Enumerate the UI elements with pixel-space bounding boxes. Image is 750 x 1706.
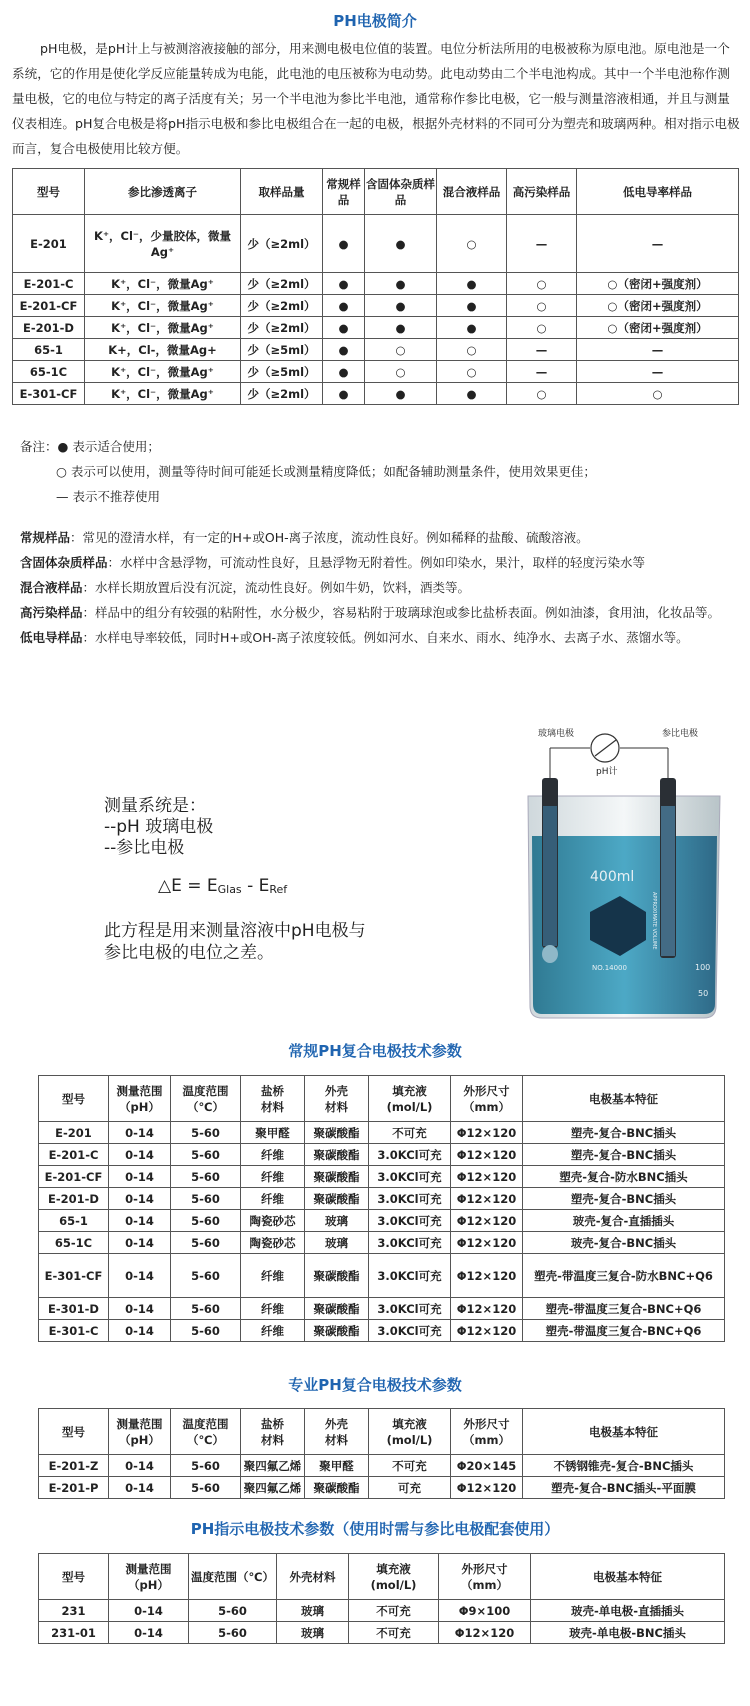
table-cell: 纤维 xyxy=(241,1298,305,1320)
table-cell: 聚甲醛 xyxy=(241,1122,305,1144)
table-header-row xyxy=(13,169,739,215)
table-cell: 5-60 xyxy=(189,1622,277,1644)
col-header: 温度范围（℃） xyxy=(189,1554,277,1600)
ref-electrode-label: 参比电极 xyxy=(662,729,699,739)
table-cell: — xyxy=(507,215,577,273)
equation xyxy=(158,876,287,896)
col-header: 电极基本特征 xyxy=(531,1554,725,1600)
table-cell: 0-14 xyxy=(109,1298,171,1320)
table-cell: 聚碳酸酯 xyxy=(305,1254,369,1298)
table-cell: 纤维 xyxy=(241,1254,305,1298)
table-cell: 不可充 xyxy=(369,1455,451,1477)
table-cell: Φ12×120 xyxy=(451,1122,523,1144)
table-cell: 聚碳酸酯 xyxy=(305,1144,369,1166)
table-cell: 0-14 xyxy=(109,1122,171,1144)
intro-paragraph: pH电极，是pH计上与被测溶液接触的部分，用来测电极电位值的装置。电位分析法所用的电极被称为原电池。原电池是一个系统，它的作用是使化学反应能量转成为电能，此电池的电压被称为电动势。此电动势由二个半电池构成。其中一个半电池称作测量电极，它的电位与特定的离子活度有关；另一个半电池为参比半电池，通常称作参比电极，它一般与测量溶液相通，并且与测量仪表相连。pH复合电极是将pH指示电极和参比电极组合在一起的电极，根据外壳材料的不同可分为塑壳和玻璃两种。相对指示电极而言，复合电极使用比较方便。 xyxy=(12,41,740,156)
category-text: ：水样电导率较低，同时H+或OH-离子浓度较低。例如河水、自来水、雨水、纯净水、去离子水、蒸馏水等。 xyxy=(82,630,689,645)
col-header: 测量范围 （pH） xyxy=(109,1554,189,1600)
table-cell: 聚甲醛 xyxy=(305,1455,369,1477)
table-row xyxy=(39,1144,725,1166)
table-cell: 玻璃 xyxy=(305,1210,369,1232)
col-header: 外形尺寸 （mm） xyxy=(451,1076,523,1122)
eq-sub: Ref xyxy=(269,883,288,896)
table-cell: 聚碳酸酯 xyxy=(305,1477,369,1499)
table-cell: ● xyxy=(437,317,507,339)
table-cell: 聚四氟乙烯 xyxy=(241,1455,305,1477)
table-cell: 纤维 xyxy=(241,1320,305,1342)
table-cell: — xyxy=(577,215,739,273)
section-title-indicator: PH指示电极技术参数（使用时需与参比电极配套使用） xyxy=(190,1520,560,1538)
system-line: --参比电极 xyxy=(104,838,185,858)
table-cell: — xyxy=(577,339,739,361)
table-cell: 玻壳-复合-BNC插头 xyxy=(523,1232,725,1254)
table-cell: 玻壳-复合-直插插头 xyxy=(523,1210,725,1232)
table-cell: 纤维 xyxy=(241,1144,305,1166)
table-cell: 3.0KCl可充 xyxy=(369,1144,451,1166)
table-row xyxy=(39,1298,725,1320)
table-row xyxy=(39,1232,725,1254)
table-cell: ● xyxy=(437,273,507,295)
table-row xyxy=(13,361,739,383)
table-row xyxy=(39,1622,725,1644)
table-cell: E-201-C xyxy=(13,273,85,295)
table-cell: ○ xyxy=(507,383,577,405)
table-cell: 65-1 xyxy=(13,339,85,361)
table-cell: 少（≥2ml） xyxy=(241,295,323,317)
col-header: 外形尺寸 （mm） xyxy=(451,1409,523,1455)
table-cell: ○ xyxy=(365,361,437,383)
col-header: 外壳 材料 xyxy=(305,1076,369,1122)
sample-suitability-table xyxy=(12,168,739,405)
table-cell: E-201-CF xyxy=(13,295,85,317)
table-cell: ○（密闭+强度剂） xyxy=(577,317,739,339)
table-cell: 65-1C xyxy=(13,361,85,383)
standard-electrode-spec-table xyxy=(38,1075,725,1342)
table-cell: E-201-P xyxy=(39,1477,109,1499)
table-row xyxy=(13,339,739,361)
professional-electrode-spec-table xyxy=(38,1408,725,1499)
table-cell: 塑壳-带温度三复合-BNC+Q6 xyxy=(523,1320,725,1342)
table-cell: Φ12×120 xyxy=(451,1254,523,1298)
table-cell: 不锈钢锥壳-复合-BNC插头 xyxy=(523,1455,725,1477)
table-cell: 231-01 xyxy=(39,1622,109,1644)
table-cell: 不可充 xyxy=(349,1600,439,1622)
table-cell: ● xyxy=(323,339,365,361)
table-cell: ○（密闭+强度剂） xyxy=(577,295,739,317)
table-cell: 不可充 xyxy=(349,1622,439,1644)
table-cell: 0-14 xyxy=(109,1320,171,1342)
col-header: 测量范围 （pH） xyxy=(109,1076,171,1122)
table-cell: 0-14 xyxy=(109,1144,171,1166)
table-cell: ● xyxy=(323,361,365,383)
equation-description xyxy=(104,920,366,964)
table-cell: 5-60 xyxy=(171,1122,241,1144)
table-cell: 65-1C xyxy=(39,1232,109,1254)
table-cell: 塑壳-带温度三复合-防水BNC+Q6 xyxy=(523,1254,725,1298)
table-cell: 聚碳酸酯 xyxy=(305,1166,369,1188)
table-cell: 3.0KCl可充 xyxy=(369,1166,451,1188)
meter-needle xyxy=(595,740,616,756)
table-cell: 0-14 xyxy=(109,1477,171,1499)
table-row xyxy=(13,317,739,339)
table-cell: K⁺，Cl⁻，微量Ag⁺ xyxy=(85,317,241,339)
desc-line: 参比电极的电位之差。 xyxy=(104,943,274,963)
table-cell: Φ12×120 xyxy=(451,1188,523,1210)
col-header: 外壳材料 xyxy=(277,1554,349,1600)
table-cell: 0-14 xyxy=(109,1166,171,1188)
volume-mark-50: 50 xyxy=(698,989,709,998)
table-cell: ○ xyxy=(437,339,507,361)
table-cell: E-201 xyxy=(39,1122,109,1144)
table-cell: E-201-Z xyxy=(39,1455,109,1477)
table-cell: 3.0KCl可充 xyxy=(369,1320,451,1342)
category-text: ：水样长期放置后没有沉淀，流动性良好。例如牛奶，饮料，酒类等。 xyxy=(82,580,471,595)
eq-sub: Glas xyxy=(217,883,242,896)
table-cell: ● xyxy=(323,317,365,339)
system-line: --pH 玻璃电极 xyxy=(104,817,214,837)
col-header: 取样品量 xyxy=(241,169,323,215)
category-name: 常规样品 xyxy=(20,530,71,545)
table-cell: 少（≥2ml） xyxy=(241,273,323,295)
table-cell: E-301-D xyxy=(39,1298,109,1320)
table-cell: ● xyxy=(323,215,365,273)
note-line: 备注：● 表示适合使用； xyxy=(20,439,160,454)
table-cell: 3.0KCl可充 xyxy=(369,1232,451,1254)
col-header: 常规样品 xyxy=(323,169,365,215)
note-line: ○ 表示可以使用，测量等待时间可能延长或测量精度降低；如配备辅助测量条件，使用效果更佳； xyxy=(56,464,596,479)
table-cell: 3.0KCl可充 xyxy=(369,1254,451,1298)
table-cell: 可充 xyxy=(369,1477,451,1499)
table-cell: ○ xyxy=(507,273,577,295)
table-cell: 少（≥2ml） xyxy=(241,215,323,273)
col-header: 填充液 (mol/L) xyxy=(369,1076,451,1122)
table-row xyxy=(39,1320,725,1342)
page-title: PH电极简介 xyxy=(333,12,417,30)
meter-label: pH计 xyxy=(596,767,618,777)
table-cell: K⁺，Cl⁻，少量胶体，微量Ag⁺ xyxy=(85,215,241,273)
table-cell: ● xyxy=(323,295,365,317)
table-cell: 0-14 xyxy=(109,1188,171,1210)
table-cell: 聚四氟乙烯 xyxy=(241,1477,305,1499)
col-header: 电极基本特征 xyxy=(523,1076,725,1122)
table-cell: E-201-D xyxy=(39,1188,109,1210)
category-text: ：水样中含悬浮物，可流动性良好，且悬浮物无附着性。例如印染水，果汁，取样的轻度污染水等 xyxy=(107,555,646,570)
table-row xyxy=(39,1254,725,1298)
table-cell: 塑壳-复合-BNC插头-平面膜 xyxy=(523,1477,725,1499)
beaker-volume-label: 400ml xyxy=(590,869,635,885)
table-cell: E-201 xyxy=(13,215,85,273)
table-row xyxy=(39,1166,725,1188)
col-header: 填充液 (mol/L) xyxy=(369,1409,451,1455)
table-cell: E-301-C xyxy=(39,1320,109,1342)
table-cell: ● xyxy=(323,383,365,405)
table-row xyxy=(39,1455,725,1477)
col-header: 外形尺寸 （mm） xyxy=(439,1554,531,1600)
table-cell: 5-60 xyxy=(171,1477,241,1499)
category-text: ：常见的澄清水样，有一定的H+或OH-离子浓度，流动性良好。例如稀释的盐酸、硫酸溶液。 xyxy=(70,530,589,545)
col-header: 混合液样品 xyxy=(437,169,507,215)
table-cell: 5-60 xyxy=(171,1232,241,1254)
table-cell: 玻壳-单电极-BNC插头 xyxy=(531,1622,725,1644)
col-header: 型号 xyxy=(39,1076,109,1122)
table-cell: K⁺，Cl⁻，微量Ag⁺ xyxy=(85,273,241,295)
table-cell: Φ12×120 xyxy=(451,1298,523,1320)
table-cell: ○ xyxy=(365,339,437,361)
table-cell: 塑壳-复合-BNC插头 xyxy=(523,1122,725,1144)
category-item xyxy=(20,550,735,575)
table-cell: 纤维 xyxy=(241,1166,305,1188)
col-header: 高污染样品 xyxy=(507,169,577,215)
glass-electrode-label: 玻璃电极 xyxy=(538,729,575,739)
table-cell: K⁺，Cl⁻，微量Ag⁺ xyxy=(85,361,241,383)
table-row xyxy=(13,295,739,317)
table-cell: — xyxy=(577,361,739,383)
table-cell: 玻壳-单电极-直插插头 xyxy=(531,1600,725,1622)
table-cell: 聚碳酸酯 xyxy=(305,1320,369,1342)
table-cell: 3.0KCl可充 xyxy=(369,1188,451,1210)
table-row xyxy=(39,1210,725,1232)
table-cell: ○ xyxy=(507,317,577,339)
table-cell: 3.0KCl可充 xyxy=(369,1210,451,1232)
beaker-electrode-illustration xyxy=(520,726,735,1026)
table-cell: ● xyxy=(365,383,437,405)
table-cell: ● xyxy=(437,383,507,405)
category-item xyxy=(20,625,735,650)
table-cell: 0-14 xyxy=(109,1455,171,1477)
section-title-standard: 常规PH复合电极技术参数 xyxy=(288,1042,462,1060)
col-header: 低电导率样品 xyxy=(577,169,739,215)
table-cell: 聚碳酸酯 xyxy=(305,1188,369,1210)
category-item xyxy=(20,525,735,550)
table-cell: Φ12×120 xyxy=(439,1622,531,1644)
table-cell: Φ12×120 xyxy=(451,1210,523,1232)
table-cell: 0-14 xyxy=(109,1210,171,1232)
table-cell: — xyxy=(507,339,577,361)
col-header: 型号 xyxy=(13,169,85,215)
system-line: 测量系统是： xyxy=(104,796,206,816)
table-cell: 5-60 xyxy=(171,1188,241,1210)
table-cell: 聚碳酸酯 xyxy=(305,1122,369,1144)
table-cell: 陶瓷砂芯 xyxy=(241,1232,305,1254)
table-cell: 0-14 xyxy=(109,1622,189,1644)
table-cell: ● xyxy=(323,273,365,295)
table-cell: 0-14 xyxy=(109,1600,189,1622)
table-cell: 3.0KCl可充 xyxy=(369,1298,451,1320)
category-item xyxy=(20,600,735,625)
table-cell: 231 xyxy=(39,1600,109,1622)
col-header: 型号 xyxy=(39,1554,109,1600)
table-cell: E-201-C xyxy=(39,1144,109,1166)
col-header: 盐桥 材料 xyxy=(241,1076,305,1122)
col-header: 电极基本特征 xyxy=(523,1409,725,1455)
table-cell: ○ xyxy=(577,383,739,405)
table-cell: 5-60 xyxy=(171,1254,241,1298)
table-row xyxy=(13,273,739,295)
category-name: 高污染样品 xyxy=(20,605,83,620)
table-cell: 玻璃 xyxy=(277,1622,349,1644)
measurement-system xyxy=(104,796,213,859)
table-cell: 聚碳酸酯 xyxy=(305,1298,369,1320)
table-cell: 5-60 xyxy=(171,1298,241,1320)
table-cell: 不可充 xyxy=(369,1122,451,1144)
table-cell: ○ xyxy=(437,215,507,273)
table-cell: Φ12×120 xyxy=(451,1477,523,1499)
table-cell: — xyxy=(507,361,577,383)
table-cell: 0-14 xyxy=(109,1254,171,1298)
table-cell: E-301-CF xyxy=(39,1254,109,1298)
table-cell: ○ xyxy=(507,295,577,317)
table-header-row xyxy=(39,1076,725,1122)
table-cell: ● xyxy=(365,273,437,295)
table-cell: ○ xyxy=(437,361,507,383)
table-cell: 少（≥2ml） xyxy=(241,383,323,405)
table-cell: 少（≥5ml） xyxy=(241,339,323,361)
table-cell: E-301-CF xyxy=(13,383,85,405)
category-text: ：样品中的组分有较强的粘附性，水分极少，容易粘附于玻璃球泡或参比盐桥表面。例如油漆，食用油，化妆品等。 xyxy=(82,605,721,620)
notes xyxy=(20,434,730,509)
reference-electrode-body xyxy=(661,806,675,956)
table-cell: K⁺，Cl⁻，微量Ag⁺ xyxy=(85,383,241,405)
table-cell: ● xyxy=(437,295,507,317)
table-cell: 少（≥5ml） xyxy=(241,361,323,383)
indicator-electrode-spec-table xyxy=(38,1553,725,1644)
table-cell: 5-60 xyxy=(171,1455,241,1477)
category-name: 含固体杂质样品 xyxy=(20,555,108,570)
category-definitions xyxy=(20,525,735,650)
table-cell: 0-14 xyxy=(109,1232,171,1254)
table-cell: ○（密闭+强度剂） xyxy=(577,273,739,295)
col-header: 含固体杂质样品 xyxy=(365,169,437,215)
table-cell: 5-60 xyxy=(171,1210,241,1232)
col-header: 测量范围 （pH） xyxy=(109,1409,171,1455)
category-item xyxy=(20,575,735,600)
table-cell: K⁺，Cl⁻，微量Ag⁺ xyxy=(85,295,241,317)
table-cell: 5-60 xyxy=(171,1320,241,1342)
approx-volume-text: APPROXIMATE VOLUME xyxy=(651,892,657,950)
table-cell: 塑壳-复合-BNC插头 xyxy=(523,1144,725,1166)
section-title-professional: 专业PH复合电极技术参数 xyxy=(288,1376,462,1394)
table-cell: E-201-D xyxy=(13,317,85,339)
table-cell: 5-60 xyxy=(171,1144,241,1166)
table-row xyxy=(39,1477,725,1499)
table-cell: 陶瓷砂芯 xyxy=(241,1210,305,1232)
table-row xyxy=(39,1122,725,1144)
table-cell: 塑壳-带温度三复合-BNC+Q6 xyxy=(523,1298,725,1320)
table-cell: 塑壳-复合-BNC插头 xyxy=(523,1188,725,1210)
glass-electrode-body xyxy=(543,806,557,946)
table-cell: 玻璃 xyxy=(277,1600,349,1622)
table-cell: 5-60 xyxy=(189,1600,277,1622)
table-cell: 65-1 xyxy=(39,1210,109,1232)
table-cell: 玻璃 xyxy=(305,1232,369,1254)
table-header-row xyxy=(39,1409,725,1455)
table-header-row xyxy=(39,1554,725,1600)
col-header: 盐桥 材料 xyxy=(241,1409,305,1455)
table-row xyxy=(39,1188,725,1210)
table-cell: ● xyxy=(365,215,437,273)
table-cell: Φ12×120 xyxy=(451,1166,523,1188)
col-header: 填充液 (mol/L) xyxy=(349,1554,439,1600)
table-cell: Φ12×120 xyxy=(451,1232,523,1254)
glass-bulb xyxy=(542,945,558,963)
desc-line: 此方程是用来测量溶液中pH电极与 xyxy=(104,921,366,941)
note-line: — 表示不推荐使用 xyxy=(56,489,160,504)
volume-mark-100: 100 xyxy=(695,963,711,972)
beaker-number: NO.14000 xyxy=(592,964,627,972)
table-row xyxy=(13,215,739,273)
table-cell: Φ20×145 xyxy=(451,1455,523,1477)
table-cell: K+，Cl-，微量Ag+ xyxy=(85,339,241,361)
eq-part: - E xyxy=(241,876,270,896)
table-row xyxy=(39,1600,725,1622)
table-cell: Φ9×100 xyxy=(439,1600,531,1622)
table-cell: 纤维 xyxy=(241,1188,305,1210)
table-cell: 塑壳-复合-防水BNC插头 xyxy=(523,1166,725,1188)
table-cell: E-201-CF xyxy=(39,1166,109,1188)
col-header: 参比渗透离子 xyxy=(85,169,241,215)
col-header: 温度范围 （℃） xyxy=(171,1409,241,1455)
col-header: 外壳 材料 xyxy=(305,1409,369,1455)
table-cell: Φ12×120 xyxy=(451,1144,523,1166)
table-row xyxy=(13,383,739,405)
col-header: 温度范围 （℃） xyxy=(171,1076,241,1122)
table-cell: 5-60 xyxy=(171,1166,241,1188)
table-cell: 少（≥2ml） xyxy=(241,317,323,339)
category-name: 低电导样品 xyxy=(20,630,83,645)
table-cell: ● xyxy=(365,295,437,317)
table-cell: ● xyxy=(365,317,437,339)
col-header: 型号 xyxy=(39,1409,109,1455)
table-cell: Φ12×120 xyxy=(451,1320,523,1342)
category-name: 混合液样品 xyxy=(20,580,83,595)
eq-part: △E = E xyxy=(158,876,218,896)
